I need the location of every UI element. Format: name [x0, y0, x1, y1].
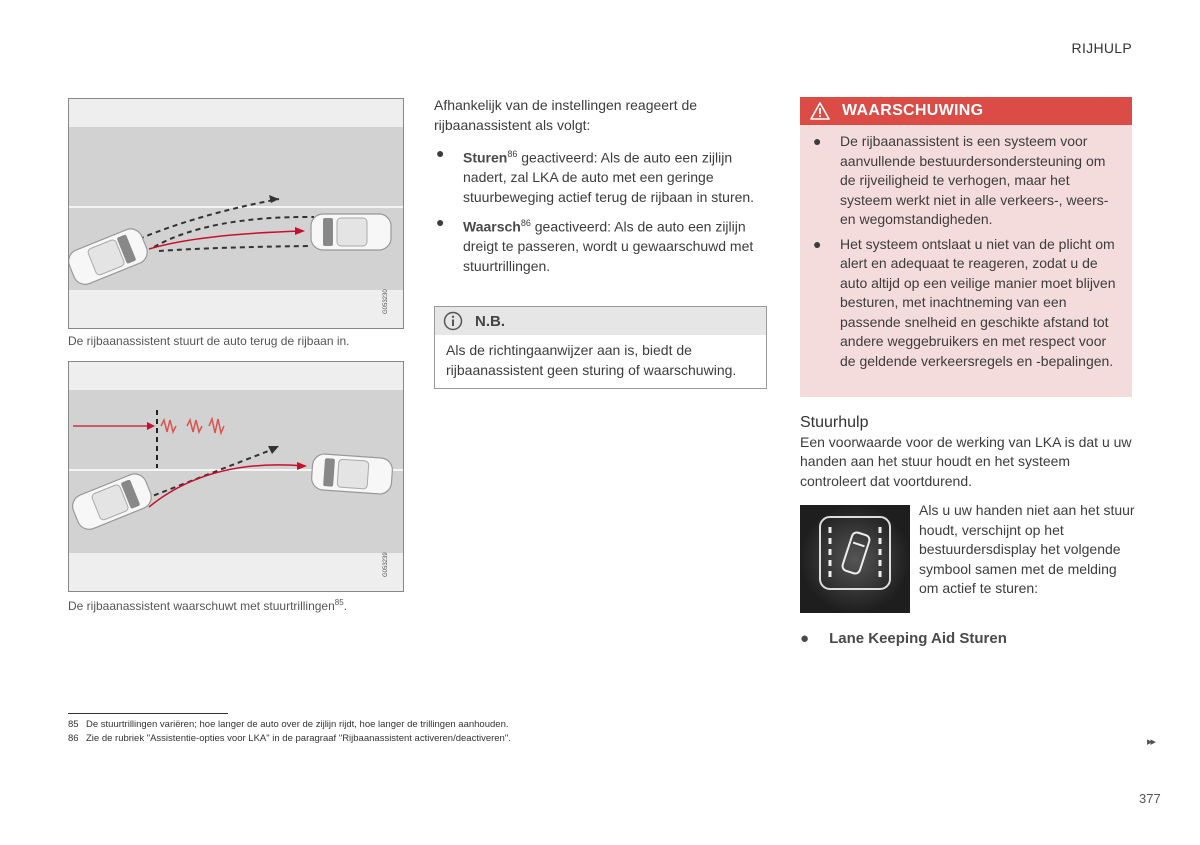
footnote-divider — [68, 713, 228, 714]
figure-lane-steering — [68, 98, 404, 329]
list-item: ● De rijbaanassistent is een systeem voor aanvullende bestuurdersondersteuning om de rijveiligheid te verhogen, maar het systeem werkt niet in alle verkeers-, weers- en wegomstandigheden. — [813, 133, 1109, 227]
footnote: 86 Zie de rubriek "Assistentie-opties voor LKA" in de paragraaf "Rijbaanassistent activeren/deactiveren". — [68, 733, 511, 744]
warning-header — [800, 97, 1132, 125]
option-list — [434, 145, 766, 276]
footnote: 85 De stuurtrillingen variëren; hoe langer de auto over de zijlijn rijdt, hoe langer de trillingen aanhouden. — [68, 719, 509, 730]
car-corrected-icon — [311, 453, 393, 494]
lane-keeping-aid-symbol-icon — [800, 505, 910, 613]
intro-text: Afhankelijk van de instellingen reageert de rijbaanassistent als volgt: — [434, 97, 698, 133]
info-icon — [443, 311, 463, 331]
warning-box — [800, 97, 1132, 397]
lka-symbol-description: Als u uw handen niet aan het stuur houdt, verschijnt op het bestuurdersdisplay het volgende symbool samen met de melding om actief te sturen: — [919, 502, 1135, 596]
note-header — [435, 307, 766, 335]
section-title: RIJHULP — [1071, 40, 1132, 56]
warning-triangle-icon — [810, 102, 830, 120]
figure-code: G053230 — [383, 289, 389, 314]
figure-caption: De rijbaanassistent waarschuwt met stuurtrillingen$^{85}$. — [68, 598, 348, 613]
page-number: 377 — [1139, 791, 1161, 806]
list-item: ● Sturen$^{86}$ geactiveerd: Als de auto een zijlijn nadert, zal LKA de auto met een geringe stuurbeweging actief terug de rijbaan in sturen. — [436, 145, 755, 205]
lka-message-item: ● Lane Keeping Aid Sturen — [800, 630, 1007, 647]
note-title: N.B. — [475, 312, 505, 330]
warning-list — [800, 132, 1132, 371]
note-box — [434, 306, 767, 389]
stuurhulp-section — [800, 413, 1136, 491]
warning-title: WAARSCHUWING — [842, 102, 984, 119]
section-heading: Stuurhulp — [800, 414, 869, 431]
settings-description — [434, 96, 766, 283]
list-item: ● Het systeem ontslaat u niet van de plicht om alert en adequaat te reageren, zodat u de auto altijd op een veilige manier moet blijven besturen, met inachtneming van een passende snelheid en geschikte afstand tot andere weggebruikers en met respect voor de geldende verkeersregels en -bepalingen. — [813, 235, 1116, 369]
figure-lane-warning — [68, 361, 404, 592]
figure-code: G053239 — [383, 552, 389, 577]
stuurhulp-text: Een voorwaarde voor de werking van LKA is dat u uw handen aan het stuur houdt en het systeem controleert dat voortdurend. — [800, 433, 1132, 489]
figure-caption: De rijbaanassistent stuurt de auto terug de rijbaan in. — [68, 334, 350, 348]
car-corrected-icon — [311, 214, 391, 250]
note-text: Als de richtingaanwijzer aan is, biedt de rijbaanassistent geen sturing of waarschuwing. — [446, 342, 737, 378]
continue-arrows-icon: ▸▸ — [1147, 736, 1155, 748]
list-item: ● Waarsch$^{86}$ geactiveerd: Als de auto een zijlijn dreigt te passeren, wordt u gewaarschuwd met stuurtrillingen. — [436, 214, 754, 274]
